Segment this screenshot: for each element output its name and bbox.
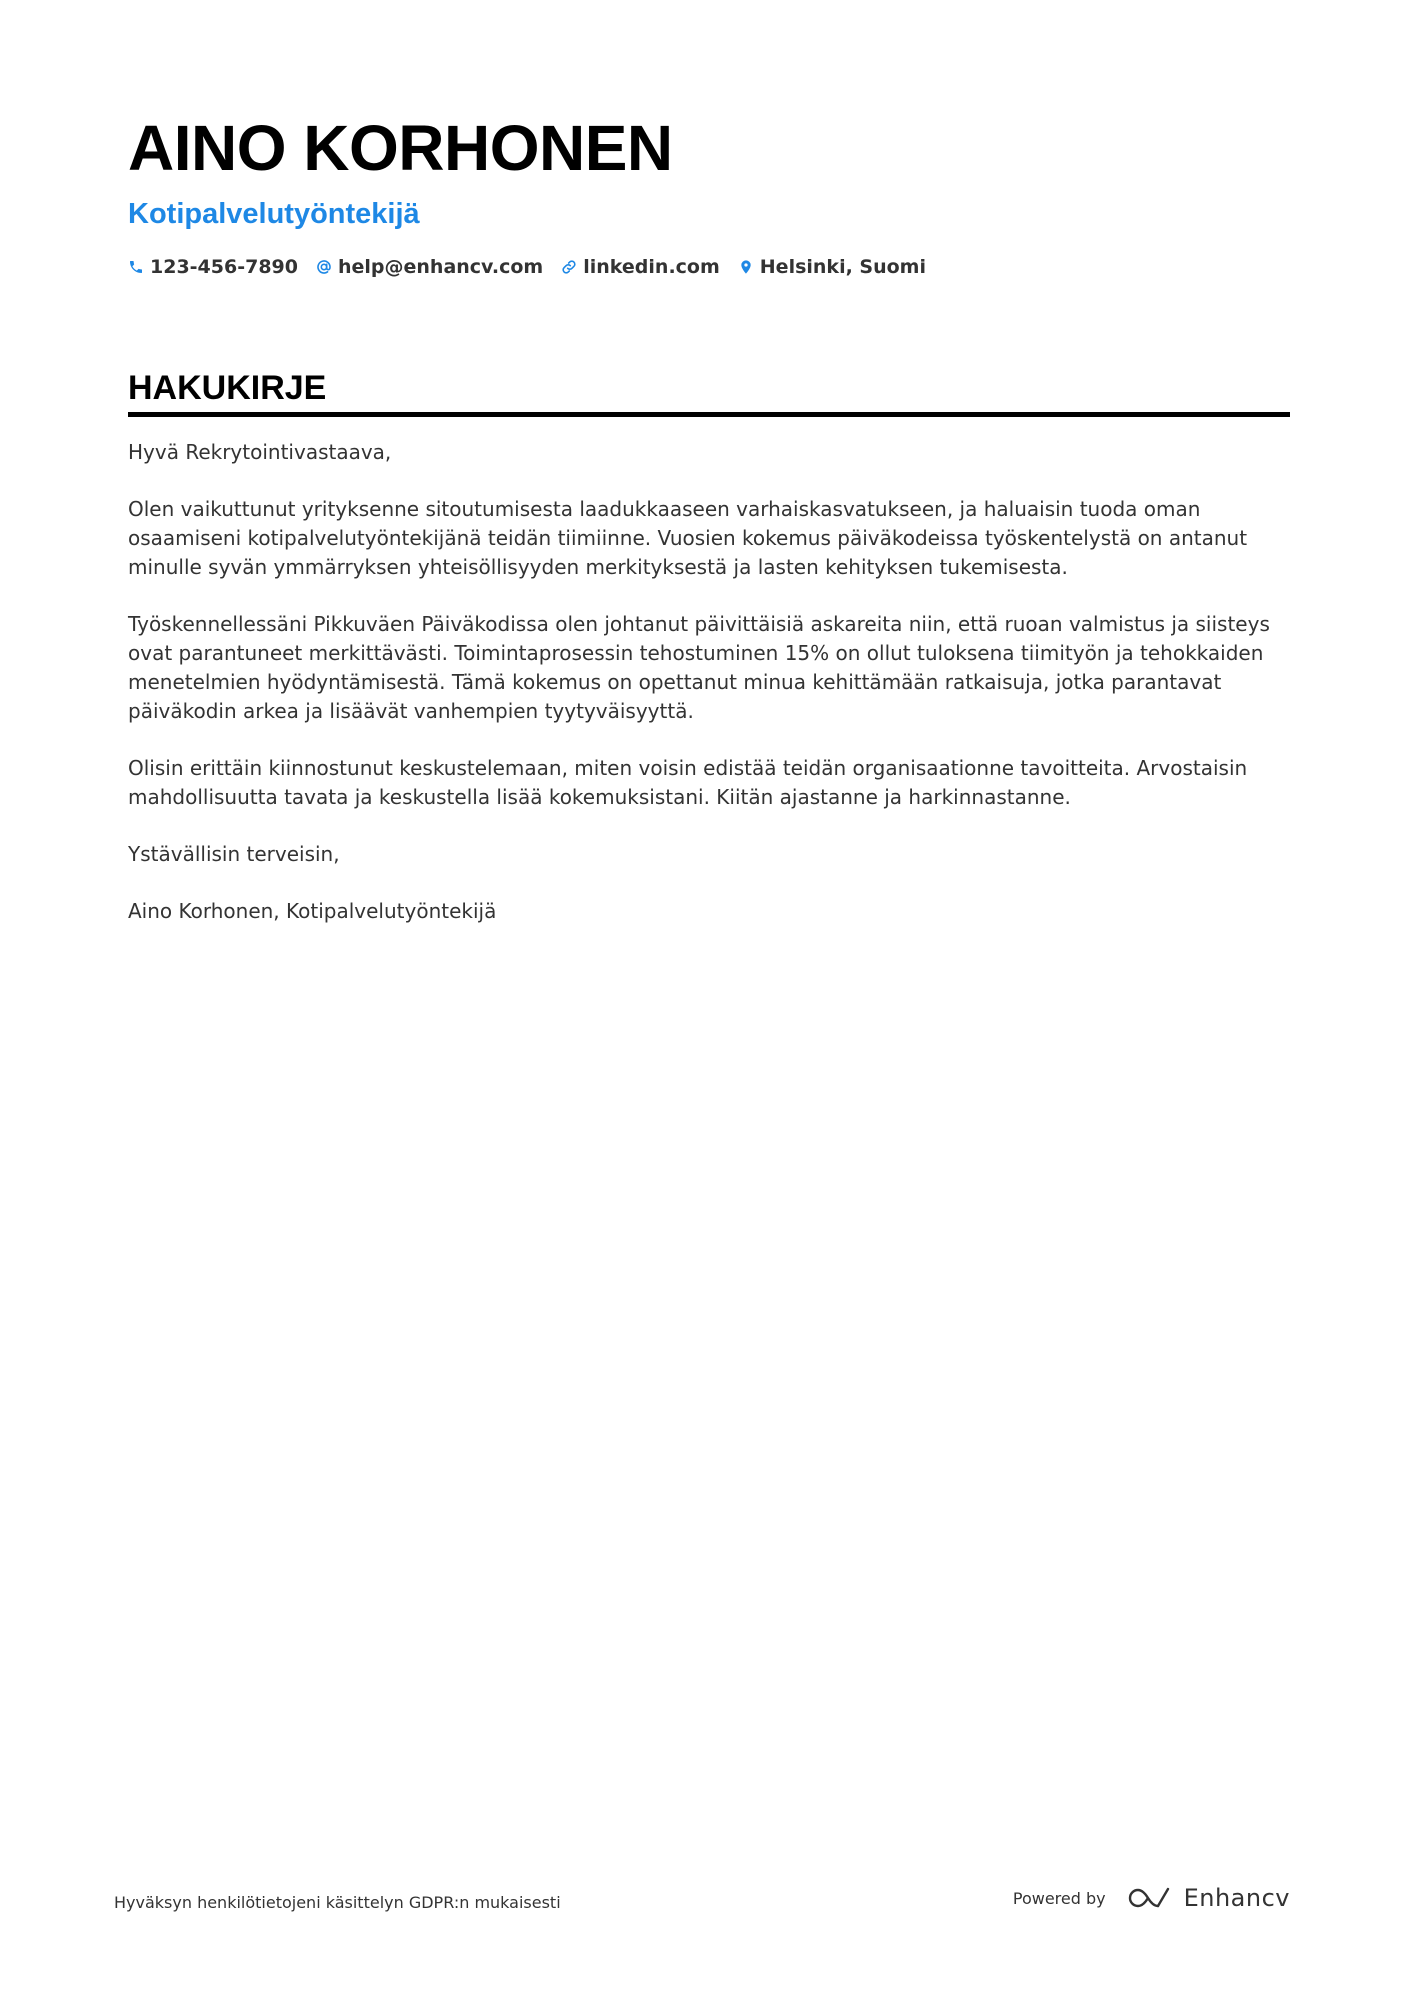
candidate-role: Kotipalvelutyöntekijä bbox=[128, 198, 420, 230]
phone-icon bbox=[128, 259, 144, 275]
powered-by-label: Powered by bbox=[1012, 1888, 1106, 1908]
at-icon bbox=[316, 259, 332, 275]
letter-paragraph: Olisin erittäin kiinnostunut keskustelemaan, miten voisin edistää teidän organisaationne tavoitteita. Arvostaisin mahdollisuutta tavata ja keskustella lisää kokemuksistani. Kiitän ajastanne ja harkinnastanne. bbox=[128, 756, 1248, 809]
contact-phone-text: 123-456-7890 bbox=[150, 256, 298, 278]
powered-by-badge[interactable] bbox=[1013, 1884, 1290, 1912]
enhancv-logo-text: Enhancv bbox=[1183, 1884, 1290, 1912]
link-icon bbox=[561, 259, 577, 275]
enhancv-logo[interactable] bbox=[1128, 1884, 1290, 1912]
contact-location bbox=[738, 256, 926, 278]
resume-header bbox=[128, 108, 1290, 278]
enhancv-logo-icon bbox=[1128, 1885, 1174, 1911]
letter-signature: Aino Korhonen, Kotipalvelutyöntekijä bbox=[128, 899, 497, 923]
location-pin-icon bbox=[738, 259, 754, 275]
letter-paragraph: Olen vaikuttunut yrityksenne sitoutumisesta laadukkaaseen varhaiskasvatukseen, ja haluaisin tuoda oman osaamiseni kotipalvelutyöntekijänä teidän tiimiinne. Vuosien kokemus päiväkodeissa työskentelystä on antanut minulle syvän ymmärryksen yhteisöllisyyden merkityksestä ja lasten kehityksen tukemisesta. bbox=[128, 497, 1248, 579]
candidate-name: AINO KORHONEN bbox=[128, 112, 673, 184]
contact-email[interactable] bbox=[316, 256, 543, 278]
contact-location-text: Helsinki, Suomi bbox=[759, 256, 926, 278]
contact-linkedin-text: linkedin.com bbox=[583, 256, 720, 278]
letter-closing: Ystävällisin terveisin, bbox=[128, 842, 340, 866]
contact-bar bbox=[128, 256, 1290, 278]
contact-email-text: help@enhancv.com bbox=[337, 256, 544, 278]
letter-greeting: Hyvä Rekrytointivastaava, bbox=[128, 440, 392, 464]
section-title: HAKUKIRJE bbox=[128, 366, 1290, 417]
gdpr-consent-text: Hyväksyn henkilötietojeni käsittelyn GDPR:n mukaisesti bbox=[114, 1893, 561, 1912]
letter-paragraph: Työskennellessäni Pikkuväen Päiväkodissa olen johtanut päivittäisiä askareita niin, että ruoan valmistus ja siisteys ovat parantuneet merkittävästi. Toimintaprosessin tehostuminen 15% on ollut tuloksena tiimityön ja tehokkaiden menetelmien hyödyntämisestä. Tämä kokemus on opettanut minua kehittämään ratkaisuja, jotka parantavat päiväkodin arkea ja lisäävät vanhempien tyytyväisyyttä. bbox=[128, 612, 1270, 723]
contact-linkedin[interactable] bbox=[561, 256, 720, 278]
contact-phone[interactable] bbox=[128, 256, 298, 278]
cover-letter-body bbox=[128, 438, 1290, 954]
